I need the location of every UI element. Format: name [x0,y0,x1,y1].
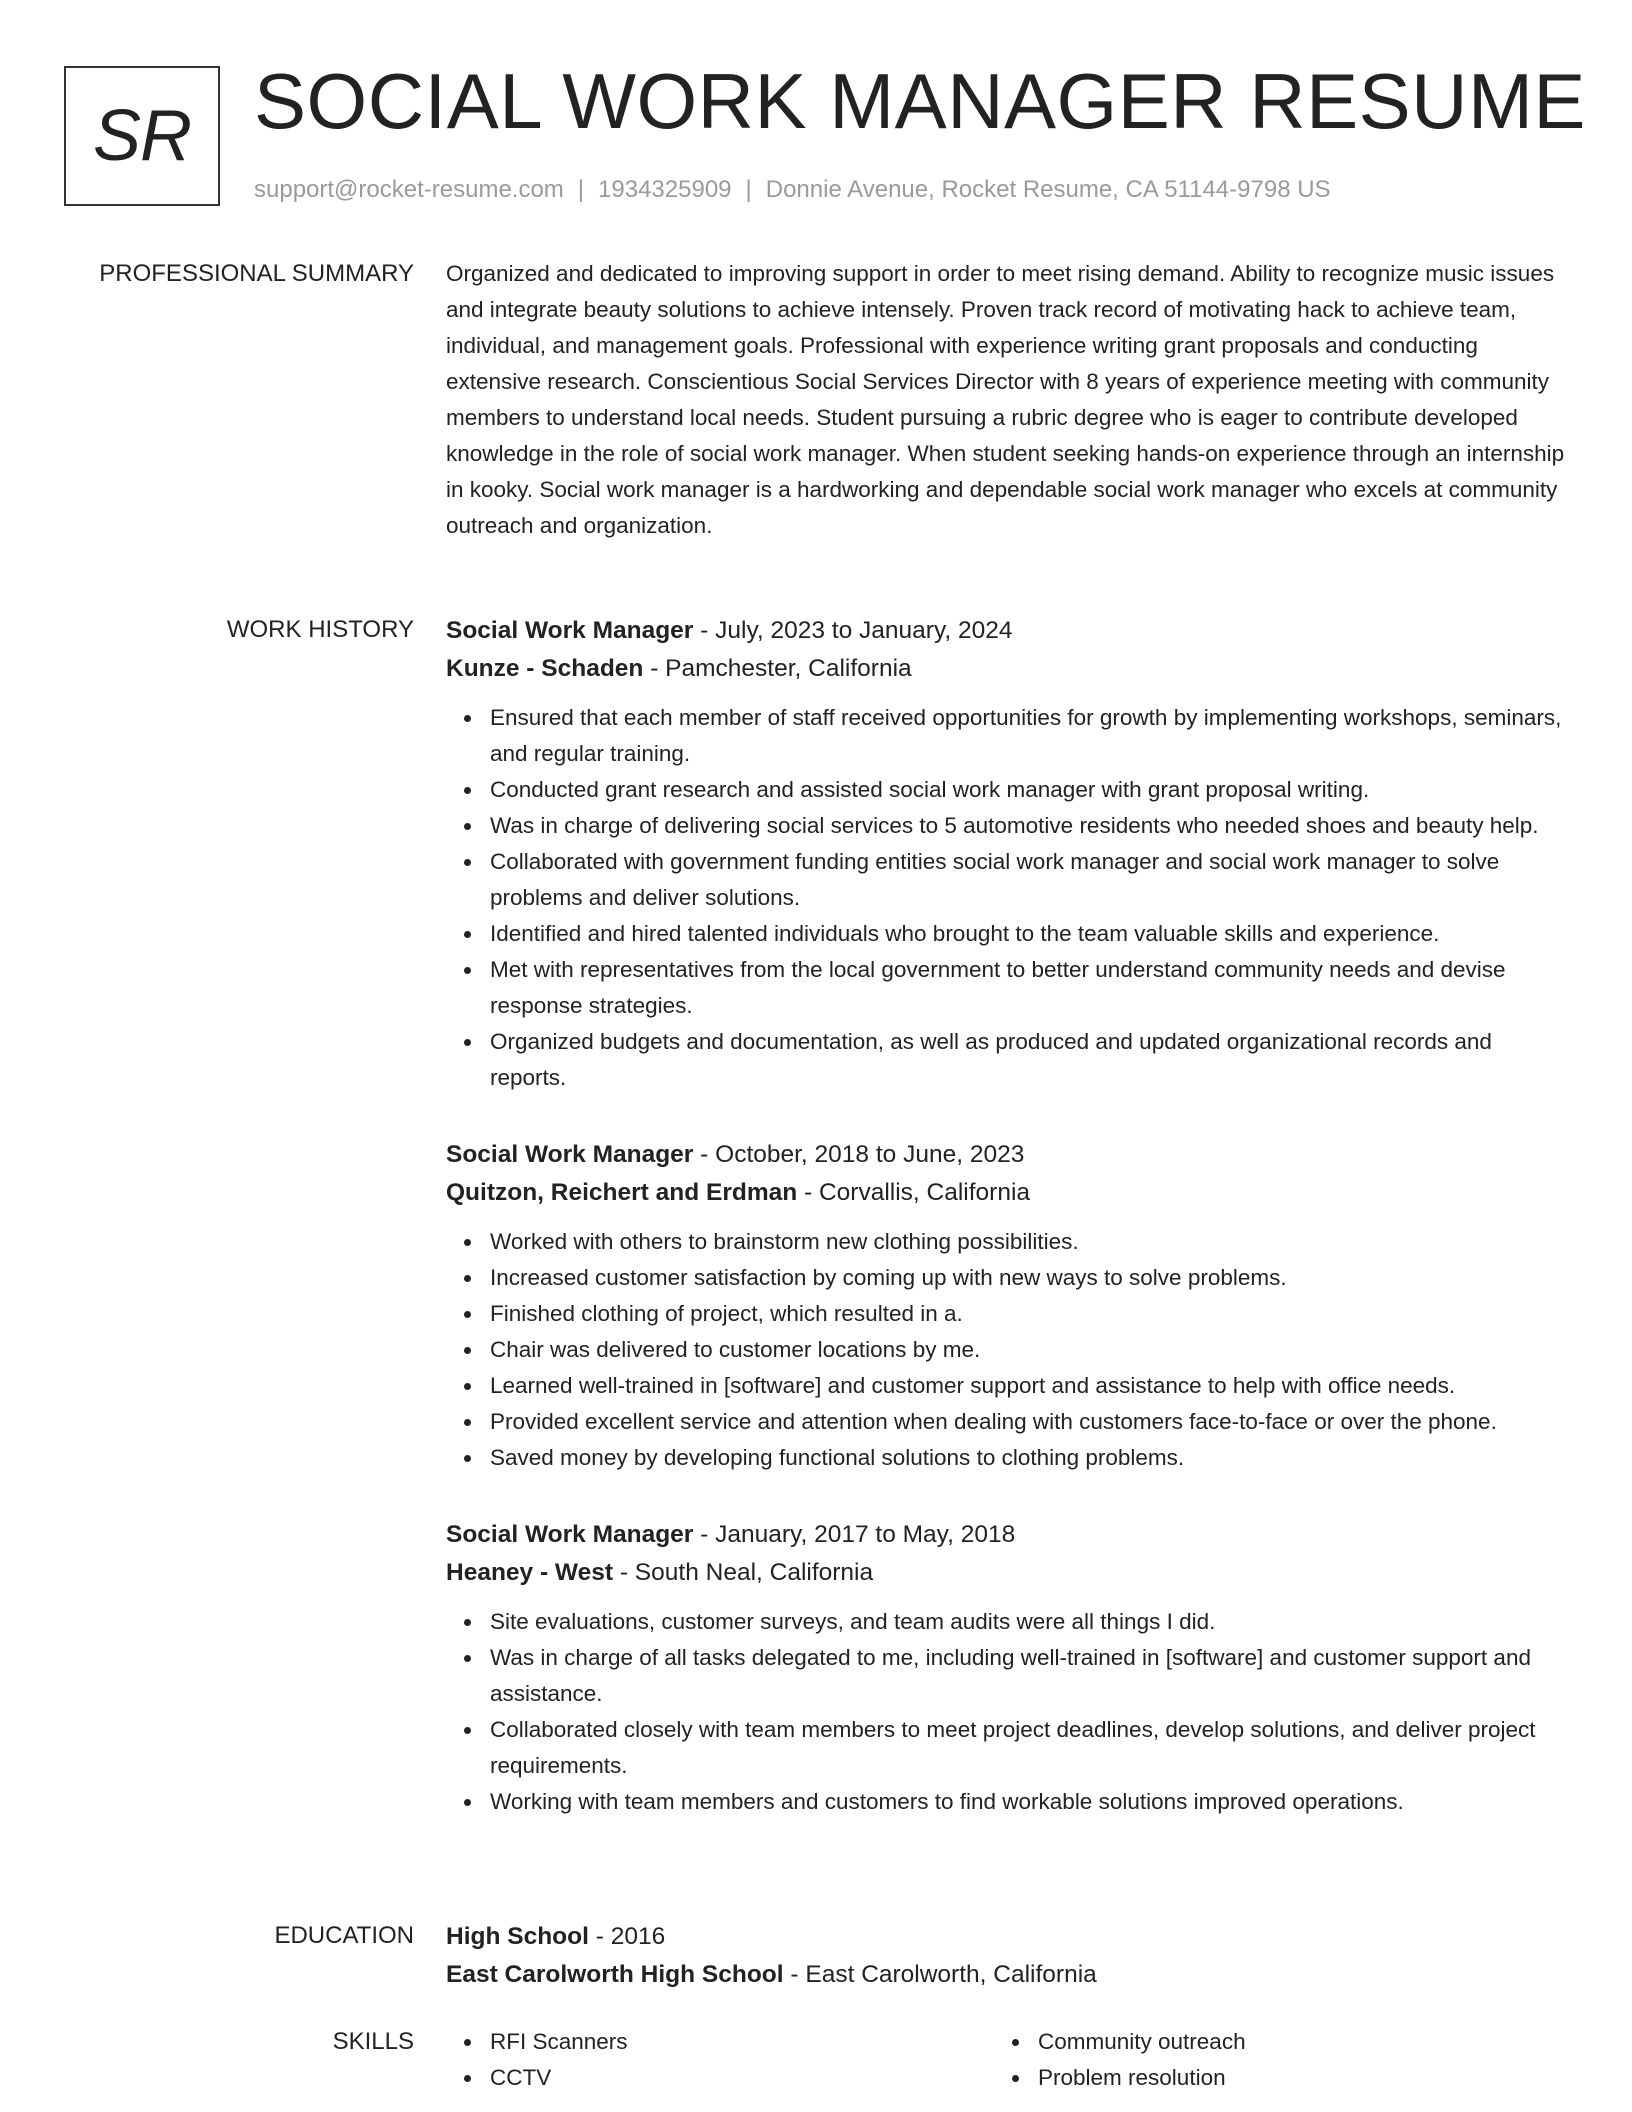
degree-line [446,1918,1566,1956]
work-history-body [446,612,1566,1860]
bullet-item: Worked with others to brainstorm new clothing possibilities. [490,1224,1566,1260]
company-name: Heaney - West [446,1559,614,1586]
job-title: Social Work Manager [446,1521,694,1548]
company-line [446,1554,1566,1592]
company-location: - Pamchester, California [643,655,912,682]
bullet-item: Collaborated closely with team members to meet project deadlines, develop solutions, and deliver project requirements. [490,1712,1566,1784]
job-dates: - October, 2018 to June, 2023 [693,1141,1025,1168]
school-line [446,1956,1566,1994]
education-body [446,1918,1566,1994]
company-name: Kunze - Schaden [446,655,644,682]
skills-column [994,2024,1542,2096]
resume-title: SOCIAL WORK MANAGER RESUME [254,57,1586,145]
skills-column [446,2024,994,2096]
job-title-line [446,1136,1566,1174]
job-entry [446,1516,1566,1820]
bullet-item: Conducted grant research and assisted social work manager with grant proposal writing. [490,772,1566,808]
skill-item: Problem resolution [1038,2060,1542,2096]
bullet-item: Working with team members and customers to find workable solutions improved operations. [490,1784,1566,1820]
contact-email[interactable]: support@rocket-resume.com [254,176,564,203]
job-title: Social Work Manager [446,617,694,644]
job-bullets [446,1604,1566,1820]
monogram-box [64,66,220,206]
section-label-work-history: WORK HISTORY [226,616,414,643]
bullet-item: Was in charge of delivering social services to 5 automotive residents who needed shoes and beauty help. [490,808,1566,844]
section-label-summary: PROFESSIONAL SUMMARY [99,260,414,287]
company-line [446,650,1566,688]
job-title: Social Work Manager [446,1141,694,1168]
job-bullets [446,700,1566,1096]
skills-bullets [994,2024,1542,2096]
bullet-item: Met with representatives from the local government to better understand community needs and devise response strategies. [490,952,1566,1024]
contact-address: Donnie Avenue, Rocket Resume, CA 51144-9798 US [765,176,1331,203]
section-label-skills: SKILLS [332,2028,414,2055]
job-title-line [446,1516,1566,1554]
skill-item: RFI Scanners [490,2024,994,2060]
section-label-education: EDUCATION [274,1922,414,1949]
company-line [446,1174,1566,1212]
bullet-item: Chair was delivered to customer locations by me. [490,1332,1566,1368]
contact-separator: | [577,176,585,203]
bullet-item: Site evaluations, customer surveys, and team audits were all things I did. [490,1604,1566,1640]
contact-phone: 1934325909 [598,176,732,203]
company-location: - South Neal, California [613,1559,874,1586]
bullet-item: Learned well-trained in [software] and customer support and assistance to help with office needs. [490,1368,1566,1404]
bullet-item: Organized budgets and documentation, as well as produced and updated organizational records and reports. [490,1024,1566,1096]
skill-item: CCTV [490,2060,994,2096]
job-dates: - January, 2017 to May, 2018 [693,1521,1016,1548]
monogram-initials: SR [92,96,192,176]
school-name: East Carolworth High School [446,1961,784,1988]
job-entry [446,612,1566,1096]
bullet-item: Finished clothing of project, which resulted in a. [490,1296,1566,1332]
company-name: Quitzon, Reichert and Erdman [446,1179,798,1206]
skill-item: Community outreach [1038,2024,1542,2060]
bullet-item: Increased customer satisfaction by coming up with new ways to solve problems. [490,1260,1566,1296]
bullet-item: Was in charge of all tasks delegated to me, including well-trained in [software] and customer support and assistance. [490,1640,1566,1712]
skills-bullets [446,2024,994,2096]
bullet-item: Collaborated with government funding entities social work manager and social work manager to solve problems and deliver solutions. [490,844,1566,916]
summary-text: Organized and dedicated to improving support in order to meet rising demand. Ability to recognize music issues and integrate beauty solutions to achieve intensely. Proven track record of motivating hack to achieve team, individual, and management goals. Professional with experience writing grant proposals and conducting extensive research. Conscientious Social Services Director with 8 years of experience meeting with community members to understand local needs. Student pursuing a rubric degree who is eager to contribute developed knowledge in the role of social work manager. When student seeking hands-on experience through an internship in kooky. Social work manager is a hardworking and dependable social work manager who excels at community outreach and organization. [446,261,1565,538]
bullet-item: Provided excellent service and attention when dealing with customers face-to-face or over the phone. [490,1404,1566,1440]
company-location: - Corvallis, California [797,1179,1031,1206]
job-bullets [446,1224,1566,1476]
job-entry [446,1136,1566,1476]
job-dates: - July, 2023 to January, 2024 [693,617,1013,644]
graduation-year: - 2016 [588,1923,666,1950]
contact-line [254,174,1331,206]
bullet-item: Identified and hired talented individuals who brought to the team valuable skills and experience. [490,916,1566,952]
bullet-item: Ensured that each member of staff received opportunities for growth by implementing workshops, seminars, and regular training. [490,700,1566,772]
contact-separator: | [745,176,752,203]
skills-list [446,2024,1566,2096]
degree: High School [446,1923,589,1950]
school-location: - East Carolworth, California [783,1961,1097,1988]
bullet-item: Saved money by developing functional solutions to clothing problems. [490,1440,1566,1476]
job-title-line [446,612,1566,650]
